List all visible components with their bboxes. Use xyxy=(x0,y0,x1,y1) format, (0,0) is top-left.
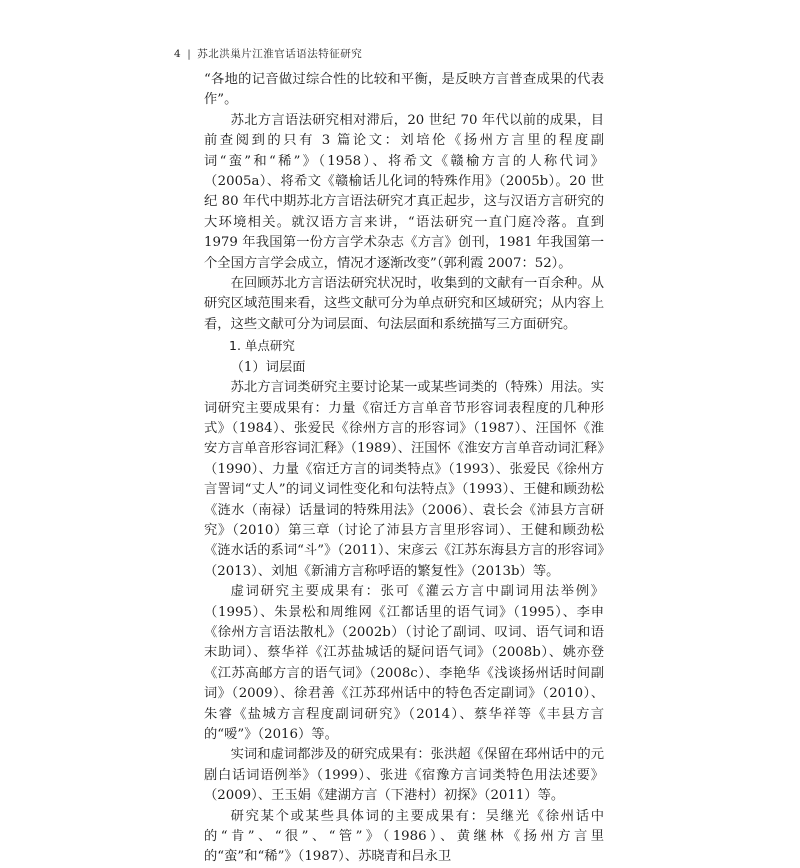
running-header xyxy=(174,46,362,61)
paragraph-continuation: “各地的记音做过综合性的比较和平衡，是反映方言普查成果的代表作”。 xyxy=(204,72,604,108)
paragraph: 实词和虚词都涉及的研究成果有：张洪超《保留在邳州话中的元剧白话词语例举》（1999）、张进《宿豫方言词类特色用法述要》（2009）、王玉娟《建湖方言（下港村）初探》（2011）等。 xyxy=(204,747,604,804)
header-separator: | xyxy=(187,48,192,60)
section-heading: 1. 单点研究 xyxy=(229,338,295,354)
paragraph: 研究某个或某些具体词的主要成果有：吴继光《徐州话中的“肯”、“很”、“管”》（1986）、黄继林《扬州方言里的“蛮”和“稀”》（1987）、苏晓青和吕永卫 xyxy=(204,808,604,865)
paragraph: 苏北方言语法研究相对滞后，20 世纪 70 年代以前的成果，目前查阅到的只有 3 篇论文：刘培伦《扬州方言里的程度副词“蛮”和“稀”》（1958）、将希文《赣榆方言的人称代词》（2005a）、将希文《赣榆话儿化词的特殊作用》（2005b）。20 世纪 80 年代中期苏北方言语法研究才真正起步，这与汉语方言研究的大环境相关。就汉语方言来讲，“语法研究一直门庭冷落。直到 1979 年我国第一份方言学术杂志《方言》创刊，1981 年我国第一个全国方言学会成立，情况才逐渐改变”（郭利霞 2007：52）。 xyxy=(204,112,604,271)
book-title: 苏北洪巢片江淮官话语法特征研究 xyxy=(197,48,363,60)
paragraph: 在回顾苏北方言语法研究状况时，收集到的文献有一百余种。从研究区域范围来看，这些文献可分为单点研究和区域研究；从内容上看，这些文献可分为词层面、句法层面和系统描写三方面研究。 xyxy=(204,276,604,332)
paragraph: 虚词研究主要成果有：张可《灌云方言中副词用法举例》（1995）、朱景松和周维网《江都话里的语气词》（1995）、李申《徐州方言语法散札》（2002b）（讨论了副词、叹词、语气词和语末助词）、蔡华祥《江苏盐城话的疑问语气词》（2008b）、姚亦登《江苏高邮方言的语气词》（2008c）、李艳华《浅谈扬州话时间副词》（2009）、徐君善《江苏邳州话中的特色否定副词》（2010）、朱睿《盐城方言程度副词研究》（2014）、蔡华祥等《丰县方言的“嗳”》（2016）等。 xyxy=(204,584,604,742)
page-number: 4 xyxy=(174,48,182,60)
subsection-heading: （1）词层面 xyxy=(230,359,306,375)
paragraph: 苏北方言词类研究主要讨论某一或某些词类的（特殊）用法。实词研究主要成果有：力量《宿迁方言单音节形容词表程度的几种形式》（1984）、张爱民《徐州方言的形容词》（1987）、汪国怀《淮安方言单音形容词汇释》（1989）、汪国怀《淮安方言单音动词汇释》（1990）、力量《宿迁方言的词类特点》（1993）、张爱民《徐州方言詈词“丈人”的词义词性变化和句法特点》（1993）、王健和顾劲松《涟水（南禄）话量词的特殊用法》（2006）、袁长会《沛县方言研究》（2010）第三章（讨论了沛县方言里形容词）、王健和顾劲松《涟水话的系词“斗”》（2011）、宋彦云《江苏东海县方言的形容词》（2013）、刘旭《新浦方言称呼语的繁复性》（2013b）等。 xyxy=(204,380,604,579)
body-text xyxy=(204,70,604,868)
